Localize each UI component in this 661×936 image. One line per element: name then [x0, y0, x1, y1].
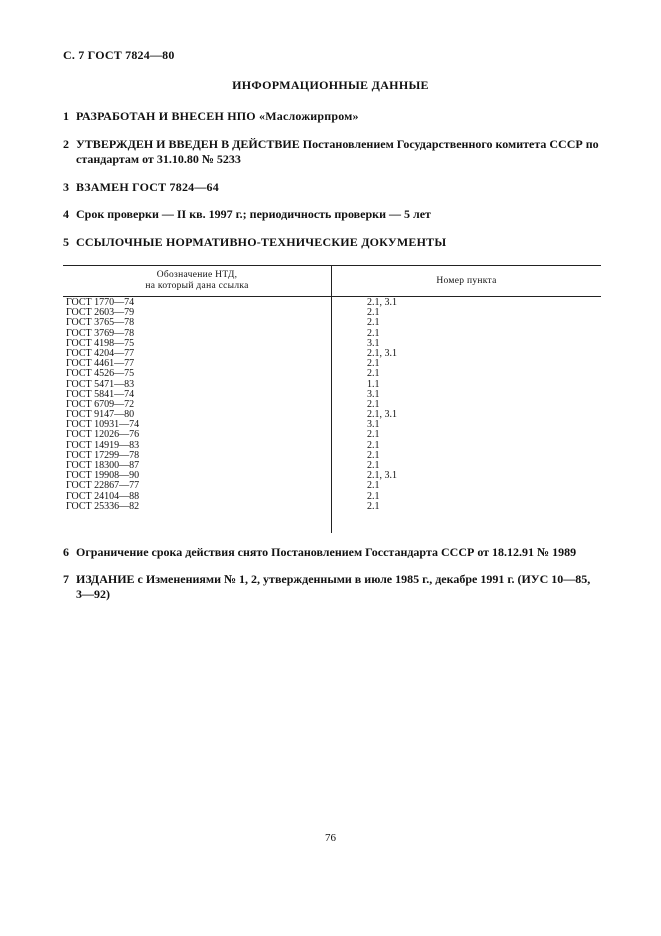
table-row — [63, 492, 601, 502]
info-item-7 — [63, 572, 603, 602]
reference-documents-table — [63, 265, 601, 533]
table-row — [63, 359, 601, 369]
cell-point-number: 2.1, 3.1 — [367, 470, 397, 482]
cell-point-number: 3.1 — [367, 419, 380, 431]
cell-document: ГОСТ 22867—77 — [66, 480, 140, 492]
cell-point-number: 2.1 — [367, 490, 380, 502]
info-item-4 — [63, 207, 603, 222]
info-item-1 — [63, 109, 603, 124]
column-header-document — [63, 270, 331, 292]
table-row — [63, 502, 601, 512]
cell-point-number: 2.1, 3.1 — [367, 409, 397, 421]
item-number: 2 — [63, 137, 69, 151]
cell-document: ГОСТ 3769—78 — [66, 327, 135, 339]
item-number: 5 — [63, 235, 70, 249]
table-row — [63, 430, 601, 440]
item-number: 6 — [63, 545, 69, 559]
cell-point-number: 1.1 — [367, 378, 380, 390]
item-text: Ограничение срока действия снято Постановлением Госстандарта СССР от 18.12.91 № 1989 — [76, 545, 577, 559]
cell-document: ГОСТ 9147—80 — [66, 409, 135, 421]
column-header-document-line1: Обозначение НТД, — [156, 270, 238, 280]
column-header-point: Номер пункта — [436, 276, 497, 286]
cell-document: ГОСТ 4204—77 — [66, 347, 135, 359]
cell-document: ГОСТ 4198—75 — [66, 337, 135, 349]
info-item-3 — [63, 180, 603, 195]
cell-point-number: 2.1 — [367, 439, 380, 451]
page-header: С. 7 ГОСТ 7824—80 — [63, 48, 175, 62]
cell-document: ГОСТ 3765—78 — [66, 317, 135, 329]
table-row — [63, 441, 601, 451]
cell-document: ГОСТ 17299—78 — [66, 449, 140, 461]
cell-document: ГОСТ 10931—74 — [66, 419, 140, 431]
info-item-5 — [63, 235, 603, 250]
cell-point-number: 2.1 — [367, 358, 380, 370]
cell-document: ГОСТ 14919—83 — [66, 439, 140, 451]
cell-point-number: 2.1 — [367, 307, 380, 319]
cell-document: ГОСТ 5841—74 — [66, 388, 135, 400]
cell-point-number: 3.1 — [367, 388, 380, 400]
cell-document: ГОСТ 2603—79 — [66, 307, 135, 319]
table-row — [63, 380, 601, 390]
table-row — [63, 471, 601, 481]
cell-document: ГОСТ 12026—76 — [66, 429, 140, 441]
cell-document: ГОСТ 5471—83 — [66, 378, 135, 390]
table-row — [63, 298, 601, 308]
table-row — [63, 339, 601, 349]
cell-document: ГОСТ 6709—72 — [66, 398, 135, 410]
column-header-document-line2: на который дана ссылка — [145, 281, 249, 291]
cell-document: ГОСТ 25336—82 — [66, 500, 140, 512]
cell-point-number: 2.1 — [367, 449, 380, 461]
table-row — [63, 410, 601, 420]
item-number: 4 — [63, 207, 69, 221]
item-text-line2: стандартам от 31.10.80 № 5233 — [76, 152, 241, 166]
table-row — [63, 400, 601, 410]
cell-document: ГОСТ 24104—88 — [66, 490, 140, 502]
table-row — [63, 349, 601, 359]
cell-document: ГОСТ 19908—90 — [66, 470, 140, 482]
cell-point-number: 2.1 — [367, 368, 380, 380]
table-top-rule — [63, 265, 601, 266]
cell-document: ГОСТ 1770—74 — [66, 297, 135, 308]
item-text: РАЗРАБОТАН И ВНЕСЕН НПО «Масложирпром» — [76, 109, 359, 123]
table-row — [63, 369, 601, 379]
item-number: 3 — [63, 180, 70, 194]
cell-document: ГОСТ 18300—87 — [66, 460, 140, 471]
table-header-rule — [63, 296, 601, 297]
table-row — [63, 461, 601, 471]
item-text-line1: ИЗДАНИЕ с Изменениями № 1, 2, утвержденными в июле 1985 г., декабре 1991 г. (ИУС 10—85, — [76, 572, 591, 586]
item-text: Срок проверки — II кв. 1997 г.; периодичность проверки — 5 лет — [76, 207, 431, 221]
table-body — [63, 298, 601, 512]
cell-point-number: 3.1 — [367, 337, 380, 349]
item-text: ССЫЛОЧНЫЕ НОРМАТИВНО-ТЕХНИЧЕСКИЕ ДОКУМЕНТЫ — [76, 235, 447, 249]
cell-point-number: 2.1 — [367, 500, 380, 512]
table-row — [63, 481, 601, 491]
page-number: 76 — [325, 832, 336, 844]
item-number: 1 — [63, 109, 70, 123]
table-row — [63, 329, 601, 339]
cell-point-number: 2.1 — [367, 327, 380, 339]
item-text-line1: УТВЕРЖДЕН И ВВЕДЕН В ДЕЙСТВИЕ Постановлением Государственного комитета СССР по — [76, 137, 599, 151]
cell-document: ГОСТ 4526—75 — [66, 368, 135, 380]
table-row — [63, 318, 601, 328]
table-row — [63, 451, 601, 461]
cell-point-number: 2.1, 3.1 — [367, 297, 397, 308]
table-row — [63, 308, 601, 318]
cell-document: ГОСТ 4461—77 — [66, 358, 135, 370]
table-row — [63, 390, 601, 400]
info-item-6 — [63, 545, 603, 560]
info-item-2 — [63, 137, 603, 167]
item-text: ВЗАМЕН ГОСТ 7824—64 — [76, 180, 219, 194]
table-row — [63, 420, 601, 430]
cell-point-number: 2.1 — [367, 317, 380, 329]
cell-point-number: 2.1, 3.1 — [367, 347, 397, 359]
cell-point-number: 2.1 — [367, 460, 380, 471]
cell-point-number: 2.1 — [367, 398, 380, 410]
item-number: 7 — [63, 572, 69, 586]
page-title: ИНФОРМАЦИОННЫЕ ДАННЫЕ — [232, 78, 429, 92]
cell-point-number: 2.1 — [367, 429, 380, 441]
cell-point-number: 2.1 — [367, 480, 380, 492]
item-text-line2: 3—92) — [76, 587, 110, 601]
